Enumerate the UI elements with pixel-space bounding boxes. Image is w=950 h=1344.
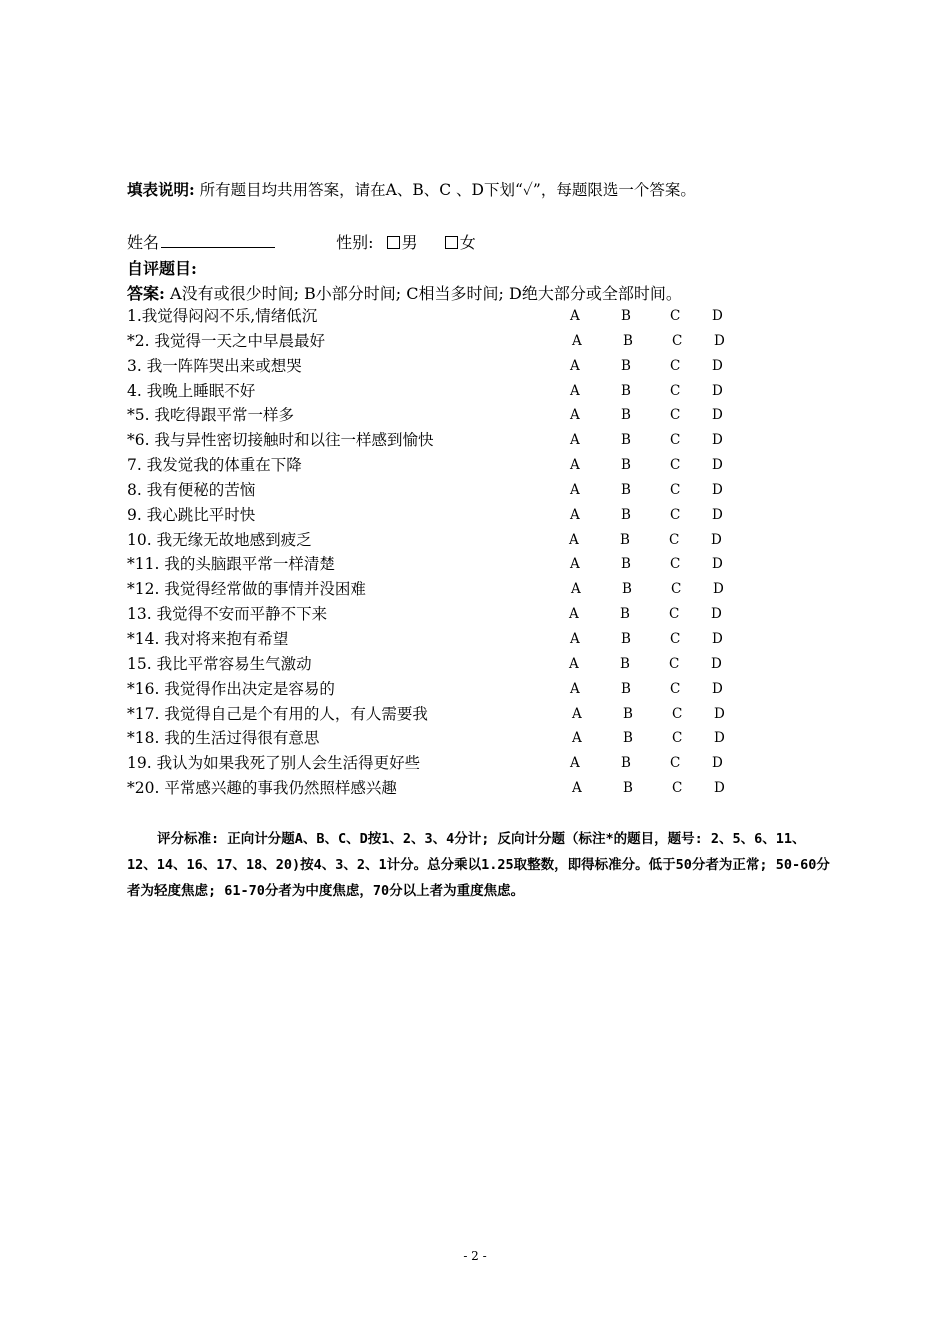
- question-row: [127, 577, 767, 602]
- question-list: [127, 304, 767, 801]
- answer-option-d[interactable]: D: [714, 780, 725, 797]
- question-row: [127, 552, 767, 577]
- gender-female-label: 女: [459, 233, 476, 252]
- question-text: 19. 我认为如果我死了别人会生活得更好些: [127, 754, 421, 773]
- answer-option-a[interactable]: A: [570, 506, 580, 523]
- answer-option-b[interactable]: B: [621, 382, 631, 399]
- question-row: [127, 751, 767, 776]
- answer-option-c[interactable]: C: [670, 755, 681, 772]
- answer-option-c[interactable]: C: [670, 506, 681, 523]
- answer-option-b[interactable]: B: [621, 630, 631, 647]
- answer-option-c[interactable]: C: [671, 581, 682, 598]
- question-text: *16. 我觉得作出决定是容易的: [127, 679, 335, 698]
- answer-option-a[interactable]: A: [570, 308, 580, 324]
- answer-option-c[interactable]: C: [669, 655, 680, 672]
- answer-option-a[interactable]: A: [570, 407, 580, 424]
- question-row: [127, 677, 767, 702]
- answer-option-c[interactable]: C: [670, 680, 681, 697]
- answer-option-a[interactable]: A: [570, 357, 580, 374]
- instructions-text: 所有题目均共用答案，请在A、B、C 、D下划“✓”，每题限选一个答案。: [199, 181, 696, 199]
- answer-option-a[interactable]: A: [570, 481, 580, 498]
- question-row: [127, 528, 767, 553]
- question-text: *12. 我觉得经常做的事情并没困难: [127, 580, 366, 599]
- answer-option-b[interactable]: B: [621, 481, 631, 498]
- answer-option-b[interactable]: B: [623, 705, 633, 722]
- question-row: [127, 702, 767, 727]
- question-row: [127, 379, 767, 404]
- answer-option-d[interactable]: D: [712, 481, 723, 498]
- question-text: *20. 平常感兴趣的事我仍然照样感兴趣: [127, 779, 397, 798]
- answer-option-c[interactable]: C: [670, 308, 681, 324]
- answer-option-a[interactable]: A: [570, 382, 580, 399]
- answer-option-d[interactable]: D: [714, 332, 725, 349]
- answer-option-b[interactable]: B: [621, 755, 631, 772]
- answer-option-d[interactable]: D: [712, 357, 723, 374]
- question-text: 10. 我无缘无故地感到疲乏: [127, 530, 312, 549]
- question-text: *6. 我与异性密切接触时和以往一样感到愉快: [127, 431, 434, 450]
- answer-legend: [127, 281, 682, 304]
- answer-option-b[interactable]: B: [620, 655, 630, 672]
- answer-option-d[interactable]: D: [712, 407, 723, 424]
- question-text: *14. 我对将来抱有希望: [127, 629, 289, 648]
- instructions: [127, 178, 847, 200]
- question-row: [127, 304, 767, 329]
- question-text: *5. 我吃得跟平常一样多: [127, 406, 294, 425]
- answer-option-a[interactable]: A: [570, 457, 580, 474]
- question-row: [127, 354, 767, 379]
- question-text: 7. 我发觉我的体重在下降: [127, 456, 302, 475]
- question-row: [127, 478, 767, 503]
- answer-option-d[interactable]: D: [714, 730, 725, 747]
- gender-label: 性别:: [336, 233, 374, 252]
- answer-option-c[interactable]: C: [670, 432, 681, 449]
- answer-option-b[interactable]: B: [623, 332, 633, 349]
- answer-option-c[interactable]: C: [670, 630, 681, 647]
- answer-option-a[interactable]: A: [570, 680, 580, 697]
- answer-option-c[interactable]: C: [670, 357, 681, 374]
- answer-option-c[interactable]: C: [670, 481, 681, 498]
- name-field[interactable]: [161, 231, 275, 248]
- answer-option-d[interactable]: D: [712, 630, 723, 647]
- answer-option-a[interactable]: A: [570, 630, 580, 647]
- answer-option-a[interactable]: A: [572, 730, 582, 747]
- gender-group: [336, 230, 476, 253]
- answer-option-a[interactable]: A: [569, 655, 579, 672]
- question-text: 15. 我比平常容易生气激动: [127, 654, 312, 673]
- name-label: 姓名: [127, 233, 160, 252]
- answer-option-a[interactable]: A: [570, 432, 580, 449]
- answer-option-b[interactable]: B: [623, 780, 633, 797]
- answer-option-b[interactable]: B: [620, 606, 630, 623]
- answer-option-d[interactable]: D: [711, 606, 722, 623]
- question-row: [127, 627, 767, 652]
- answer-option-a[interactable]: A: [572, 332, 582, 349]
- answer-option-d[interactable]: D: [714, 705, 725, 722]
- question-text: 3. 我一阵阵哭出来或想哭: [127, 356, 302, 375]
- answer-legend-label: 答案:: [127, 284, 165, 303]
- answer-option-b[interactable]: B: [621, 506, 631, 523]
- answer-option-d[interactable]: D: [713, 581, 724, 598]
- answer-option-b[interactable]: B: [621, 457, 631, 474]
- question-row: [127, 503, 767, 528]
- answer-option-c[interactable]: C: [670, 407, 681, 424]
- answer-option-a[interactable]: A: [569, 606, 579, 623]
- answer-option-c[interactable]: C: [672, 705, 683, 722]
- answer-option-b[interactable]: B: [621, 357, 631, 374]
- answer-option-d[interactable]: D: [712, 432, 723, 449]
- question-row: [127, 403, 767, 428]
- gender-female-checkbox[interactable]: [445, 236, 458, 249]
- answer-option-c[interactable]: C: [670, 457, 681, 474]
- answer-option-c[interactable]: C: [670, 382, 681, 399]
- gender-male-checkbox[interactable]: [387, 236, 400, 249]
- answer-option-d[interactable]: D: [712, 308, 723, 324]
- question-row: [127, 776, 767, 801]
- instructions-label: 填表说明:: [127, 180, 195, 199]
- answer-option-d[interactable]: D: [712, 556, 723, 573]
- answer-option-c[interactable]: C: [672, 730, 683, 747]
- question-text: 4. 我晚上睡眠不好: [127, 381, 256, 400]
- answer-option-c[interactable]: C: [672, 780, 683, 797]
- answer-option-b[interactable]: B: [621, 308, 631, 324]
- answer-option-b[interactable]: B: [623, 730, 633, 747]
- answer-option-c[interactable]: C: [672, 332, 683, 349]
- answer-option-d[interactable]: D: [711, 655, 722, 672]
- answer-option-a[interactable]: A: [572, 705, 582, 722]
- question-text: 8. 我有便秘的苦恼: [127, 480, 256, 499]
- question-row: [127, 726, 767, 751]
- answer-option-b[interactable]: B: [621, 680, 631, 697]
- answer-option-b[interactable]: B: [622, 581, 632, 598]
- answer-option-a[interactable]: A: [572, 780, 582, 797]
- answer-option-a[interactable]: A: [570, 556, 580, 573]
- answer-option-d[interactable]: D: [712, 457, 723, 474]
- page-number: - 2 -: [463, 1249, 487, 1263]
- answer-option-c[interactable]: C: [669, 531, 680, 548]
- gender-male-label: 男: [401, 233, 418, 252]
- answer-option-d[interactable]: D: [712, 506, 723, 523]
- answer-option-d[interactable]: D: [712, 382, 723, 399]
- question-text: *17. 我觉得自己是个有用的人，有人需要我: [127, 704, 428, 723]
- answer-option-d[interactable]: D: [711, 531, 722, 548]
- question-row: [127, 652, 767, 677]
- question-text: *18. 我的生活过得很有意思: [127, 729, 320, 748]
- scoring-criteria: 评分标准: 正向计分题A、B、C、D按1、2、3、4分计; 反向计分题（标注*的题目，题号: 2、5、6、11、12、14、16、17、18、20)按4、3、2、1计分。总分乘以1.25取整数，即得标准分。低于50分者为正常; 50-60分者为轻度焦虑; 61-70分者为中度焦虑，70分以上者为重度焦虑。: [127, 831, 830, 899]
- answer-option-c[interactable]: C: [670, 556, 681, 573]
- question-text: 1.我觉得闷闷不乐,情绪低沉: [127, 307, 318, 325]
- answer-option-a[interactable]: A: [569, 531, 579, 548]
- question-row: [127, 428, 767, 453]
- answer-option-b[interactable]: B: [621, 407, 631, 424]
- answer-option-a[interactable]: A: [570, 755, 580, 772]
- question-text: 9. 我心跳比平时快: [127, 505, 256, 524]
- answer-option-b[interactable]: B: [620, 531, 630, 548]
- question-row: [127, 602, 767, 627]
- question-text: 13. 我觉得不安而平静不下来: [127, 605, 328, 624]
- answer-option-b[interactable]: B: [621, 432, 631, 449]
- answer-option-d[interactable]: D: [712, 755, 723, 772]
- answer-option-d[interactable]: D: [712, 680, 723, 697]
- answer-legend-text: A没有或很少时间; B小部分时间; C相当多时间; D绝大部分或全部时间。: [170, 284, 682, 303]
- question-text: *11. 我的头脑跟平常一样清楚: [127, 555, 335, 574]
- name-gender-row: [127, 230, 476, 253]
- answer-option-b[interactable]: B: [621, 556, 631, 573]
- answer-option-a[interactable]: A: [571, 581, 581, 598]
- answer-option-c[interactable]: C: [669, 606, 680, 623]
- section-title: 自评题目:: [127, 259, 197, 278]
- question-row: [127, 453, 767, 478]
- question-text: *2. 我觉得一天之中早晨最好: [127, 331, 325, 350]
- question-row: [127, 329, 767, 354]
